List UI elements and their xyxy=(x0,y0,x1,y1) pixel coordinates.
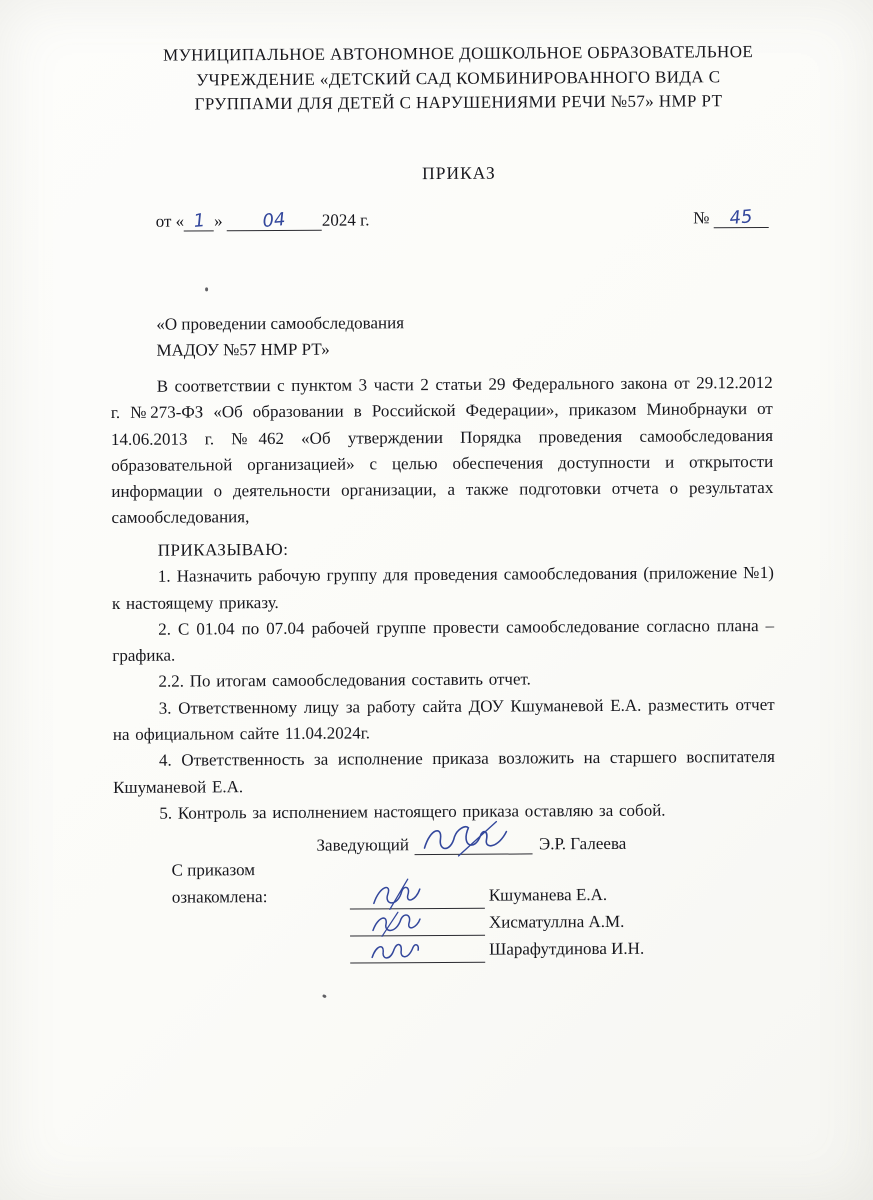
order-number xyxy=(693,208,769,228)
order-item: 3. Ответственному лицу за работу сайта ДОУ Кшуманевой Е.А. разместить отчет на официальном сайте 11.04.2024г. xyxy=(112,694,775,745)
director-signature-row xyxy=(316,833,626,856)
acknowledgement-label: С приказом ознакомлена: xyxy=(171,860,268,907)
acknowledgement-row xyxy=(172,935,644,965)
order-word: ПРИКАЗЫВАЮ: xyxy=(157,539,289,560)
order-item: 2. С 01.04 по 07.04 рабочей группе провести самообследование согласно плана –графика. xyxy=(112,615,775,666)
handwritten-number: 45 xyxy=(728,206,754,230)
ink-speck xyxy=(322,994,327,999)
signature-line xyxy=(350,915,485,937)
acknowledgement-name: Хисматуллна А.М. xyxy=(488,911,625,932)
organization-header: МУНИЦИПАЛЬНОЕ АВТОНОМНОЕ ДОШКОЛЬНОЕ ОБРАЗОВАТЕЛЬНОЕ УЧРЕЖДЕНИЕ «ДЕТСКИЙ САД КОМБИНИРОВАННОГО ВИДА С ГРУППАМИ ДЛЯ ДЕТЕЙ С НАРУШЕНИЯМИ РЕЧИ №57» НМР РТ xyxy=(163,42,754,114)
subject-line-1: «О проведении самообследования xyxy=(156,313,405,334)
month-blank xyxy=(227,208,322,233)
document-title: ПРИКАЗ xyxy=(422,162,496,184)
signature-khismatullna-icon xyxy=(368,910,424,938)
director-signature-line xyxy=(415,833,533,855)
subject-block xyxy=(156,308,751,364)
date-mid: » xyxy=(214,211,223,231)
orders-section xyxy=(112,534,776,827)
subject-line-2: МАДОУ №57 НМР РТ» xyxy=(156,339,330,360)
handwritten-day: 1 xyxy=(192,209,206,232)
acknowledgement-row xyxy=(172,908,644,938)
director-name: Э.Р. Галеева xyxy=(538,833,627,854)
ink-speck xyxy=(205,287,208,291)
preamble-paragraph: В соответствии с пунктом 3 части 2 статьи 29 Федерального закона от 29.12.2012 г. №273-ФЗ «Об образовании в Российской Федерации», приказом Минобрнауки от 14.06.2013 г. №462 «Об утверждении Порядка проведения самообследования образовательной организацией» с целью обеспечения доступности и открытости информации о деятельности организации, а также подготовки отчета о результатах самообследования, xyxy=(110,372,774,528)
acknowledgement-row xyxy=(171,860,644,911)
order-item: 4. Ответственность за исполнение приказа возложить на старшего воспитателя Кшуманевой Е.А. xyxy=(113,747,776,797)
signature-line xyxy=(350,888,485,910)
date-line xyxy=(156,210,370,231)
acknowledgement-name: Кшуманева Е.А. xyxy=(488,884,608,905)
order-item: 5. Контроль за исполнением настоящего приказа оставляю за собой. xyxy=(159,800,666,823)
number-blank xyxy=(714,208,769,228)
date-number-row xyxy=(156,208,769,232)
director-role: Заведующий xyxy=(316,835,410,855)
order-item: 2.2. По итогам самообследования составить отчет. xyxy=(158,669,531,692)
day-blank xyxy=(184,211,214,231)
acknowledgement-label-empty xyxy=(172,964,350,965)
signature-line xyxy=(350,942,485,964)
number-label: № xyxy=(693,208,710,228)
handwritten-month: 04 xyxy=(261,208,287,233)
signature-kshumaneva-icon xyxy=(368,881,424,911)
order-item: 1. Назначить рабочую группу для проведения самообследования (приложение №1) к настоящему приказу. xyxy=(111,563,774,613)
signature-galeeva-icon xyxy=(417,821,527,858)
signature-sharafutdinova-icon xyxy=(368,939,424,965)
date-year: 2024 г. xyxy=(321,210,370,230)
acknowledgement-name: Шарафутдинова И.Н. xyxy=(489,938,645,959)
acknowledgement-block xyxy=(171,860,645,965)
date-prefix: от « xyxy=(155,211,185,231)
